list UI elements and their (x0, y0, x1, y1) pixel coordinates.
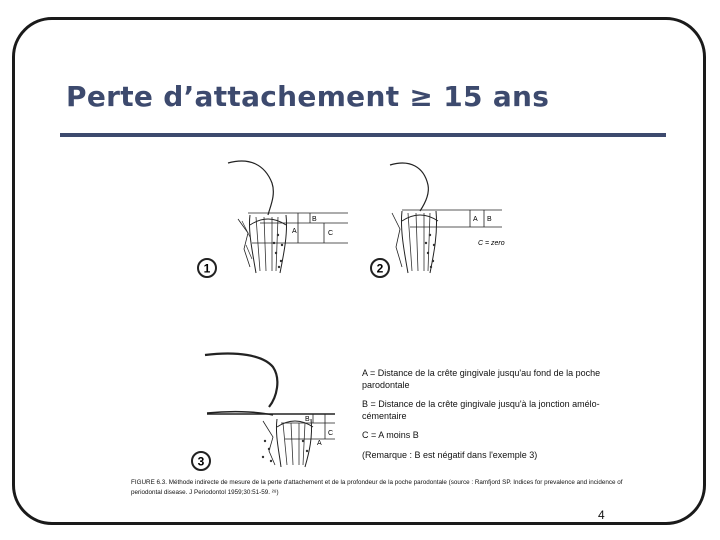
tooth-diagram-2 (362, 155, 532, 285)
tooth-diagram-1 (190, 155, 360, 285)
label-c-3: C (328, 430, 334, 437)
label-b-1: B (312, 216, 317, 223)
legend-c: C = A moins B (362, 430, 419, 440)
slide-title: Perte d’attachement ≥ 15 ans (66, 80, 550, 113)
panel-label-2: 2 (376, 261, 384, 276)
label-b-3: B (305, 416, 310, 423)
legend-a: A = Distance de la crête gingivale jusqu'au fond de la poche parodontale (362, 368, 601, 390)
label-a-2: A (473, 216, 478, 223)
page-number: 4 (598, 508, 605, 522)
label-a-1: A (292, 228, 297, 235)
panel-label-3: 3 (197, 454, 205, 469)
title-underline (60, 133, 666, 137)
legend-b: B = Distance de la crête gingivale jusqu'à la jonction amélo-cémentaire (362, 399, 600, 421)
figure-caption: FIGURE 6.3. Méthode indirecte de mesure de la perte d'attachement et de la profondeur de la poche parodontale (source : Ramfjord SP. Indices for prevalence and incidence of periodontal disease. J Periodontol 1959;30:51-59. ²⁸) (131, 479, 623, 496)
tooth-diagram-3 (185, 345, 360, 475)
label-a-3: A (317, 440, 322, 447)
label-b-2: B (487, 216, 492, 223)
panel-label-1: 1 (203, 261, 211, 276)
legend-note: (Remarque : B est négatif dans l'exemple 3) (362, 449, 538, 460)
figure-legend (362, 368, 632, 469)
label-c-zero: C = zero (478, 240, 505, 247)
label-c-1: C (328, 230, 334, 237)
